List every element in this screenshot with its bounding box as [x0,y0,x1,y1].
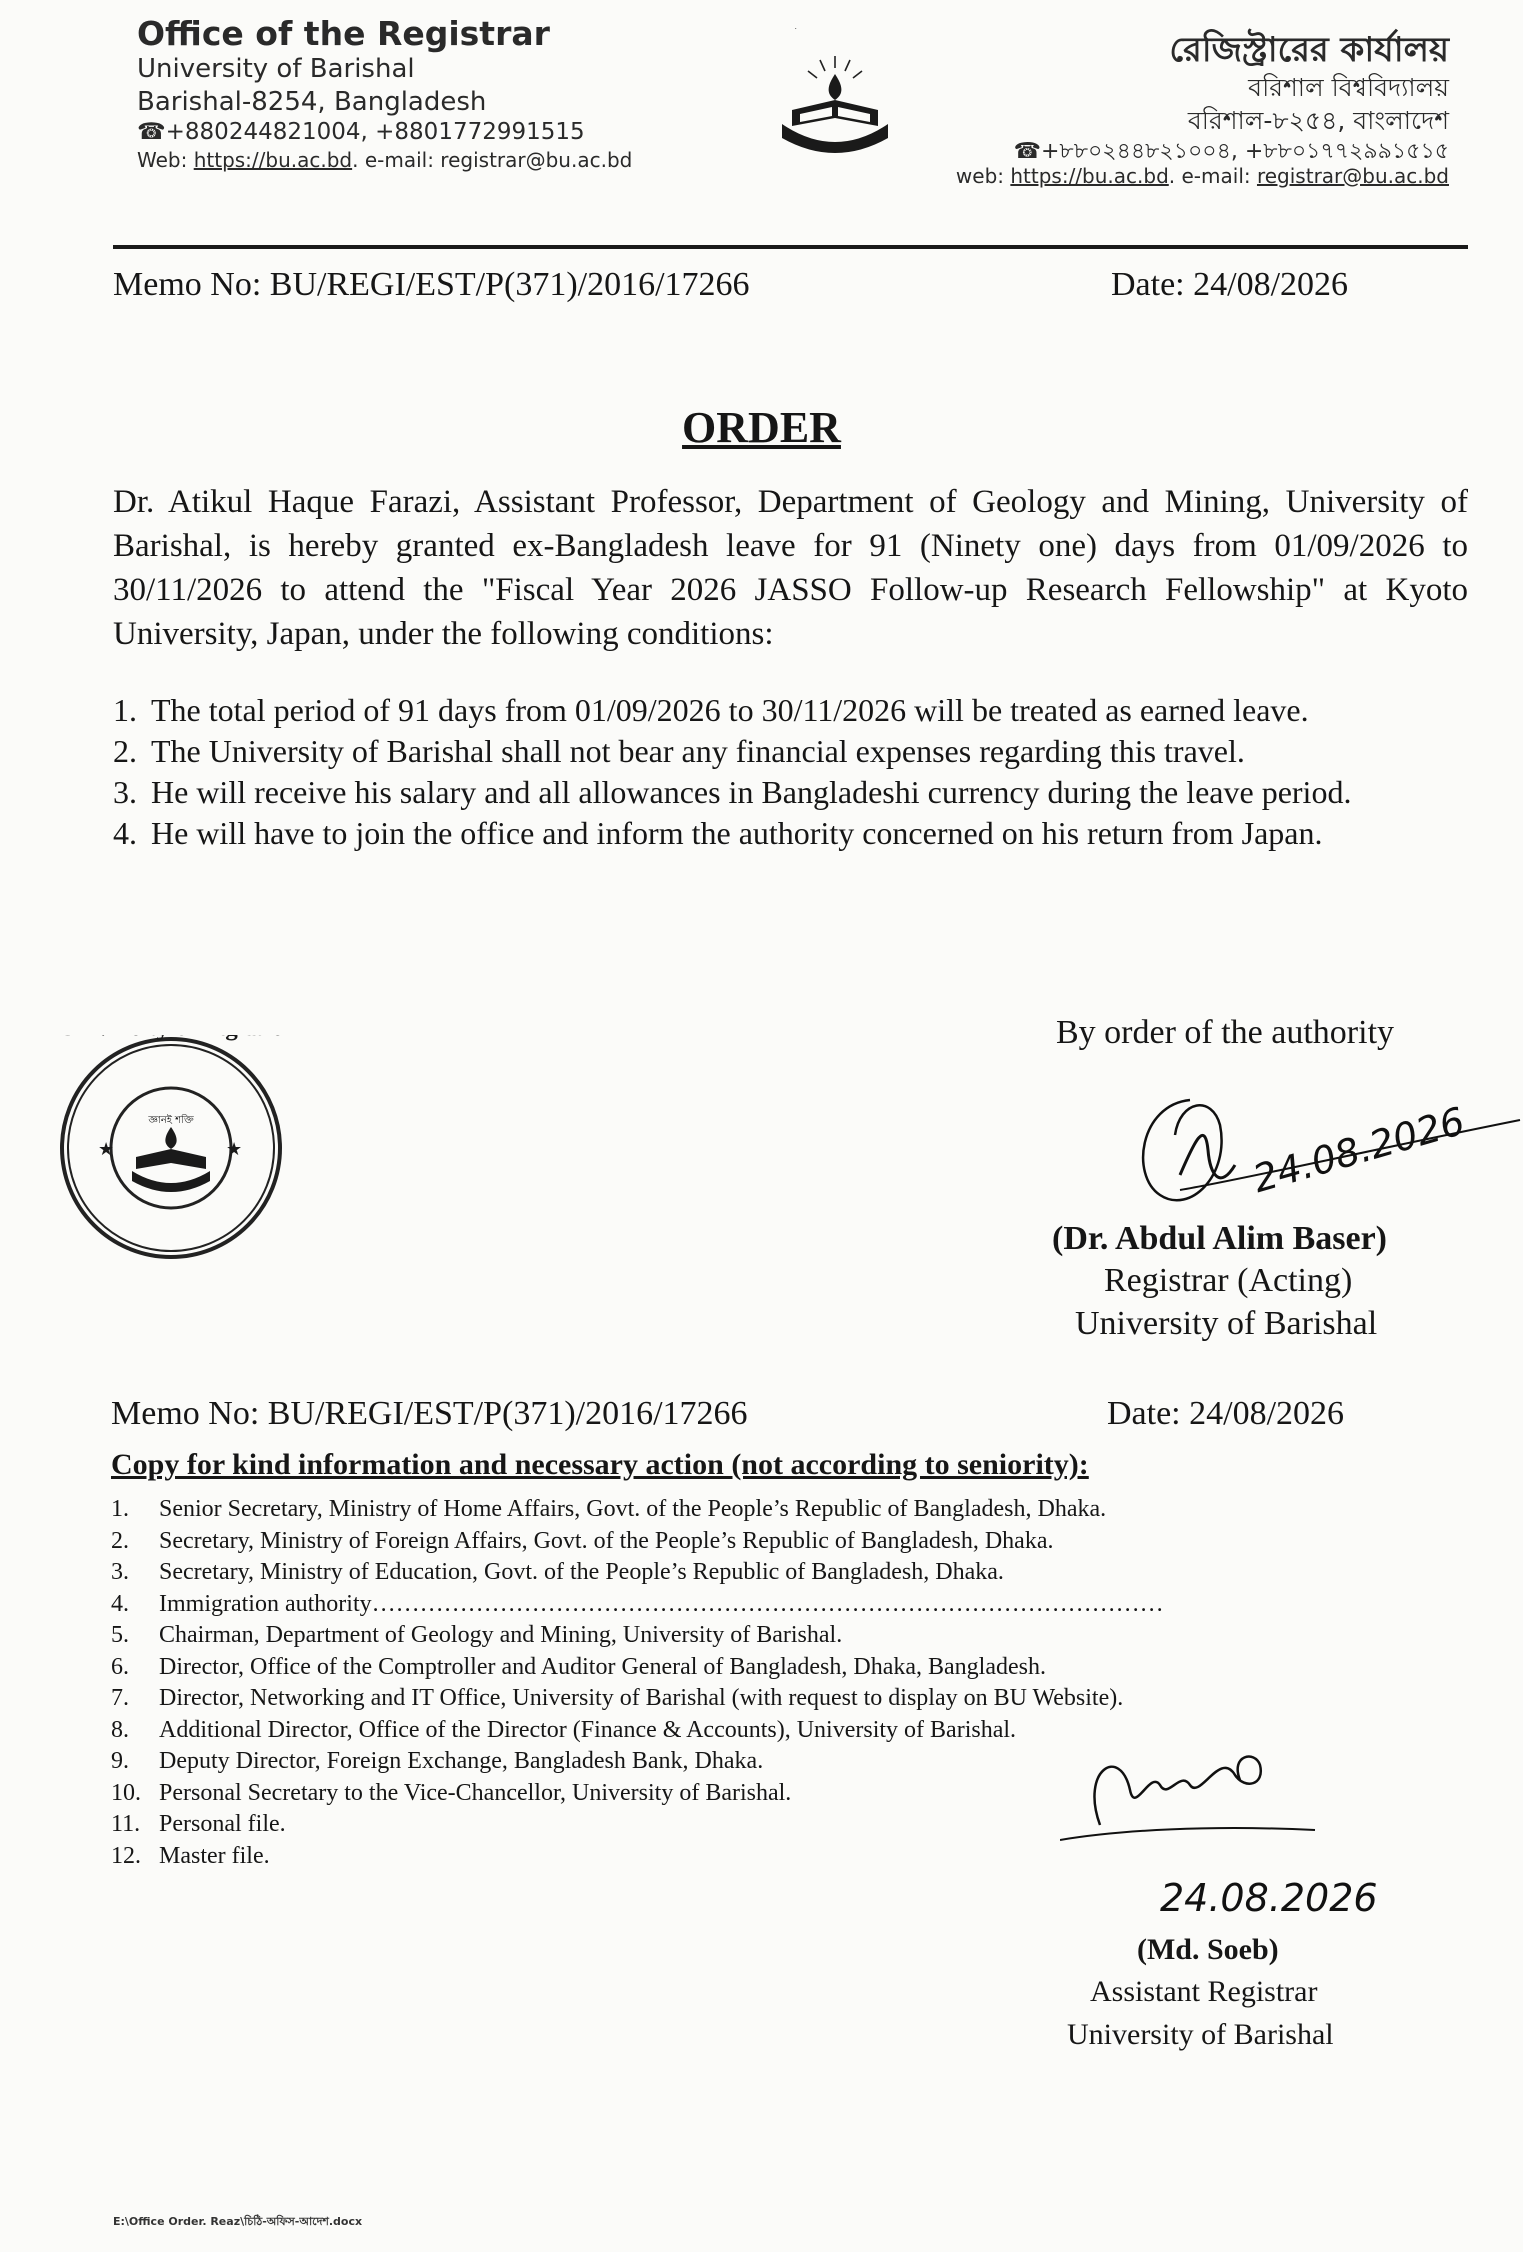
assistant-registrar-institution: University of Barishal [1067,2018,1334,2051]
copy-memo-date: Date: 24/08/2026 [1107,1395,1345,1432]
university-logo [770,28,900,168]
email-text: . e-mail: registrar@bu.ac.bd [352,148,633,172]
copy-heading: Copy for kind information and necessary action (not according to seniority): [111,1448,1089,1481]
condition-text: The total period of 91 days from 01/09/2026 to 30/11/2026 will be treated as earned leave. [151,692,1309,728]
copy-recipient-item [111,1494,1431,1526]
copy-recipient-text: Deputy Director, Foreign Exchange, Bangladesh Bank, Dhaka. [159,1748,764,1774]
address-bn: বরিশাল-৮২৫৪, বাংলাদেশ [1187,106,1449,135]
copy-recipient-number: 6. [111,1653,129,1680]
seal-ring-bottom-text [58,1035,284,1041]
logo-name-text [770,28,843,31]
phone-bn: ☎+৮৮০২৪৪৮২১০০৪, +৮৮০১৭৭২৯৯১৫১৫ [1013,139,1449,164]
assistant-registrar-designation: Assistant Registrar [1090,1975,1318,2008]
office-title-en: Office of the Registrar [137,14,550,53]
copy-recipient-text: Master file. [159,1842,270,1869]
file-path-footer: E:\Office Order. Reaz\চিঠি-অফিস-আদেশ.docx [113,2215,363,2228]
copy-recipient-text: Additional Director, Office of the Director (Finance & Accounts), University of Barishal. [159,1716,1017,1743]
seal-inner-text: জ্ঞানই শক্তি [148,1115,194,1126]
copy-recipient-number: 3. [111,1559,129,1585]
university-name-en: University of Barishal [137,54,415,84]
copy-recipient-item [111,1557,1431,1589]
condition-item [113,813,1468,854]
copy-recipient-text: Personal file. [159,1811,286,1837]
memo-number: Memo No: BU/REGI/EST/P(371)/2016/17266 [113,266,750,303]
copy-recipient-text: Secretary, Ministry of Education, Govt. of the People’s Republic of Bangladesh, Dhaka. [159,1559,1004,1585]
svg-text:★: ★ [226,1139,243,1160]
condition-text: He will receive his salary and all allowances in Bangladeshi currency during the leave period. [151,774,1352,810]
registrar-name: (Dr. Abdul Alim Baser) [1052,1220,1388,1257]
email-link-bn[interactable]: registrar@bu.ac.bd [1256,164,1449,188]
web-label-bn: web: [955,164,1011,188]
copy-recipient-number: 8. [111,1716,129,1743]
web-link[interactable]: https://bu.ac.bd [193,148,353,172]
copy-recipient-number: 10. [111,1779,141,1806]
copy-recipient-number: 12. [111,1842,141,1869]
web-link-bn[interactable]: https://bu.ac.bd [1010,164,1169,188]
assistant-registrar-name: (Md. Soeb) [1137,1933,1279,1966]
registrar-designation: Registrar (Acting) [1104,1262,1353,1299]
copy-recipient-number: 7. [111,1685,129,1711]
condition-item [113,731,1468,772]
university-name-bn: বরিশাল বিশ্ববিদ্যালয় [1248,73,1449,102]
registrar-signature-date: 24.08.2026 [1248,1098,1470,1202]
copy-recipient-number: 4. [111,1590,129,1617]
copy-recipient-item [111,1589,1431,1621]
header-divider [113,245,1468,249]
condition-text: He will have to join the office and inform the authority concerned on his return from Japan. [151,815,1323,851]
condition-number: 3. [113,774,137,810]
office-title-bn: রেজিস্ট্রারের কার্যালয় [1169,30,1449,70]
phone-en: ☎+880244821004, +8801772991515 [137,119,585,145]
copy-memo-number: Memo No: BU/REGI/EST/P(371)/2016/17266 [111,1395,748,1432]
memo-date: Date: 24/08/2026 [1111,266,1349,303]
copy-recipient-number: 1. [111,1496,129,1522]
condition-number: 2. [113,733,137,769]
assistant-registrar-signature-date: 24.08.2026 [1160,1876,1378,1920]
copy-recipient-item [111,1620,1431,1652]
svg-text:★: ★ [98,1139,115,1160]
copy-recipient-text: Senior Secretary, Ministry of Home Affairs, Govt. of the People’s Republic of Bangladesh, Dhaka. [159,1496,1107,1522]
copy-recipient-number: 5. [111,1622,129,1648]
copy-recipient-number: 9. [111,1748,129,1774]
condition-number: 4. [113,815,137,851]
copy-recipient-text: Secretary, Ministry of Foreign Affairs, Govt. of the People’s Republic of Bangladesh, Dhaka. [159,1527,1054,1554]
copy-recipient-text: Chairman, Department of Geology and Mining, University of Barishal. [159,1622,843,1648]
conditions-list [113,690,1468,854]
web-label: Web: [137,148,194,172]
copy-recipient-text: Director, Office of the Comptroller and Auditor General of Bangladesh, Dhaka, Bangladesh. [159,1653,1046,1680]
copy-recipient-number: 2. [111,1527,129,1554]
condition-number: 1. [113,692,137,728]
assistant-registrar-signature [1060,1730,1320,1860]
web-email-bn [956,164,1449,188]
email-label-bn: . e-mail: [1168,164,1257,188]
by-order-text: By order of the authority [1056,1014,1395,1051]
condition-item [113,772,1468,813]
web-email-en [137,148,632,172]
copy-recipient-item [111,1652,1431,1684]
condition-item [113,690,1468,731]
address-en: Barishal-8254, Bangladesh [137,87,487,117]
copy-recipient-item [111,1683,1431,1715]
registrar-institution: University of Barishal [1075,1305,1378,1342]
copy-recipient-text: Immigration authority……………………………………………………………………………………… [159,1590,1164,1617]
copy-recipient-number: 11. [111,1811,141,1837]
copy-recipient-item [111,1526,1431,1558]
order-body: Dr. Atikul Haque Farazi, Assistant Professor, Department of Geology and Mining, University of Barishal, is hereby granted ex-Bangladesh leave for 91 (Ninety one) days from 01/09/2026 to 30/11/2026 to attend the "Fiscal Year 2026 JASSO Follow-up Research Fellowship" at Kyoto University, Japan, under the following conditions: [113,484,1468,652]
copy-recipient-text: Director, Networking and IT Office, University of Barishal (with request to display on BU Website). [159,1685,1124,1711]
condition-text: The University of Barishal shall not bear any financial expenses regarding this travel. [151,733,1245,769]
official-seal [58,1035,284,1261]
order-title: ORDER [682,403,841,452]
copy-recipient-text: Personal Secretary to the Vice-Chancellor, University of Barishal. [159,1779,792,1806]
